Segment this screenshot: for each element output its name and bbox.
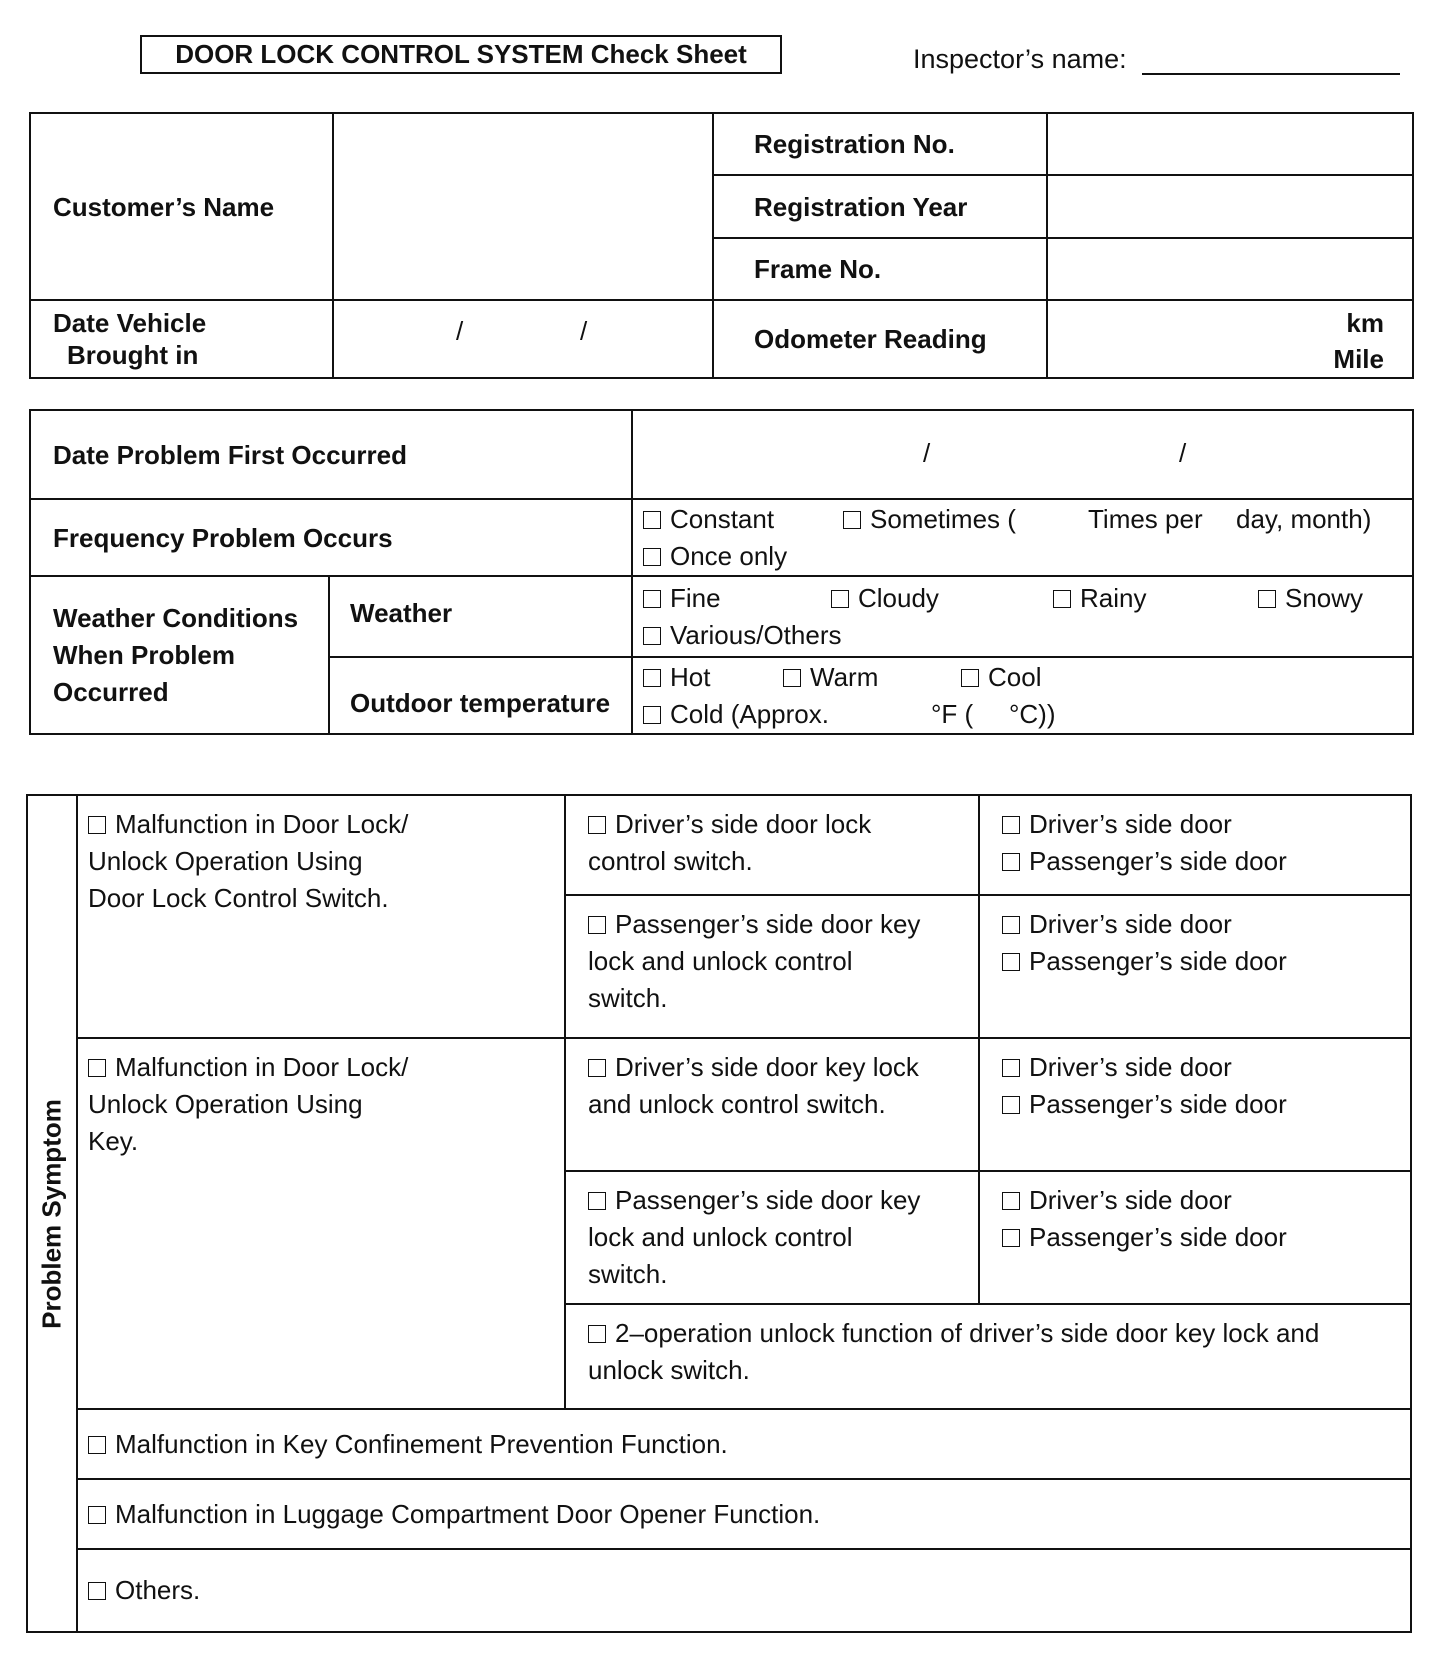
problem-symptom-label: Problem Symptom — [36, 1098, 67, 1329]
switch-malfunction-option[interactable]: Malfunction in Door Lock/ Unlock Operation Using Door Lock Control Switch. — [88, 809, 409, 913]
door-select-cell — [979, 795, 1411, 895]
problem-symptom-table — [26, 794, 1412, 1633]
odometer-label: Odometer Reading — [713, 300, 1047, 378]
checkbox-icon[interactable] — [961, 669, 979, 687]
frequency-day-month: day, month) — [1236, 503, 1372, 534]
driver-key-switch-cell — [565, 1038, 979, 1171]
frequency-times-per: Times per — [1088, 503, 1203, 534]
door-select-cell — [979, 1171, 1411, 1304]
passenger-key-switch-cell — [565, 1171, 979, 1304]
checkbox-icon[interactable] — [1053, 590, 1071, 608]
temperature-hot-option[interactable]: Hot — [643, 659, 710, 696]
passenger-key-switch-option[interactable]: Passenger’s side door key lock and unlock control switch. — [588, 1185, 921, 1289]
weather-conditions-label — [30, 576, 329, 734]
inspector-name-field[interactable] — [1142, 73, 1400, 75]
key-confinement-cell — [77, 1409, 1411, 1479]
checkbox-icon[interactable] — [588, 1059, 606, 1077]
weather-conditions-label-line-2: When Problem — [53, 639, 236, 670]
checkbox-icon[interactable] — [588, 816, 606, 834]
customer-name-label: Customer’s Name — [30, 113, 333, 300]
date-separator: / — [580, 316, 588, 346]
luggage-opener-option[interactable]: Malfunction in Luggage Compartment Door Opener Function. — [88, 1499, 820, 1529]
outdoor-temperature-label: Outdoor temperature — [329, 657, 632, 734]
weather-conditions-label-line-3: Occurred — [53, 676, 169, 707]
frequency-options — [632, 499, 1413, 576]
registration-no-label: Registration No. — [713, 113, 1047, 175]
checkbox-icon[interactable] — [88, 1582, 106, 1600]
driver-door-lock-switch-option[interactable]: Driver’s side door lock control switch. — [588, 809, 872, 876]
temperature-warm-option[interactable]: Warm — [783, 659, 878, 696]
temperature-unit-f: °F ( — [931, 698, 974, 729]
checkbox-icon[interactable] — [588, 1192, 606, 1210]
passenger-key-switch-option[interactable]: Passenger’s side door key lock and unlock control switch. — [588, 909, 921, 1013]
date-brought-in-label-line-1: Date Vehicle — [53, 308, 207, 338]
odometer-field[interactable] — [1047, 300, 1413, 378]
date-first-occurred-field[interactable] — [632, 410, 1413, 499]
others-option[interactable]: Others. — [88, 1575, 200, 1605]
passenger-key-switch-cell — [565, 895, 979, 1038]
checkbox-icon[interactable] — [1002, 1096, 1020, 1114]
weather-options — [632, 576, 1413, 657]
checkbox-icon[interactable] — [643, 627, 661, 645]
passenger-side-door-option[interactable]: Passenger’s side door — [1002, 1219, 1410, 1256]
temperature-unit-c: °C)) — [1009, 698, 1056, 729]
driver-key-switch-option[interactable]: Driver’s side door key lock and unlock control switch. — [588, 1052, 919, 1119]
weather-snowy-option[interactable]: Snowy — [1258, 580, 1363, 617]
two-operation-unlock-option[interactable]: 2–operation unlock function of driver’s side door key lock and unlock switch. — [588, 1318, 1320, 1385]
frame-no-field[interactable] — [1047, 238, 1413, 300]
sheet-title: DOOR LOCK CONTROL SYSTEM Check Sheet — [140, 35, 782, 74]
problem-symptom-label-cell — [27, 795, 77, 1632]
weather-various-others-option[interactable]: Various/Others — [643, 617, 841, 654]
passenger-side-door-option[interactable]: Passenger’s side door — [1002, 1086, 1410, 1123]
date-brought-in-field[interactable] — [333, 300, 713, 378]
checkbox-icon[interactable] — [588, 1325, 606, 1343]
date-separator: / — [923, 438, 931, 468]
checkbox-icon[interactable] — [1002, 1192, 1020, 1210]
temperature-cold-option[interactable]: Cold (Approx. — [643, 696, 829, 733]
date-separator: / — [1179, 438, 1187, 468]
checkbox-icon[interactable] — [1002, 816, 1020, 834]
temperature-cool-option[interactable]: Cool — [961, 659, 1041, 696]
driver-side-door-option[interactable]: Driver’s side door — [1002, 1049, 1410, 1086]
checkbox-icon[interactable] — [88, 1506, 106, 1524]
temperature-options — [632, 657, 1413, 734]
inspector-name-label: Inspector’s name: — [913, 44, 1127, 74]
date-brought-in-label — [30, 300, 333, 378]
vehicle-info-table — [29, 112, 1414, 379]
frame-no-label: Frame No. — [713, 238, 1047, 300]
frequency-once-only-option[interactable]: Once only — [643, 538, 787, 575]
checkbox-icon[interactable] — [1002, 853, 1020, 871]
switch-malfunction-cell — [77, 795, 565, 1038]
door-select-cell — [979, 1038, 1411, 1171]
others-cell — [77, 1549, 1411, 1632]
frequency-label: Frequency Problem Occurs — [30, 499, 632, 576]
driver-side-door-option[interactable]: Driver’s side door — [1002, 806, 1410, 843]
checkbox-icon[interactable] — [643, 706, 661, 724]
date-separator: / — [456, 316, 464, 346]
checkbox-icon[interactable] — [88, 1436, 106, 1454]
weather-cloudy-option[interactable]: Cloudy — [831, 580, 939, 617]
key-confinement-option[interactable]: Malfunction in Key Confinement Prevention Function. — [88, 1429, 728, 1459]
odometer-unit-mile: Mile — [1333, 344, 1384, 374]
registration-year-field[interactable] — [1047, 175, 1413, 238]
checkbox-icon[interactable] — [643, 511, 661, 529]
passenger-side-door-option[interactable]: Passenger’s side door — [1002, 843, 1410, 880]
odometer-unit-km: km — [1346, 308, 1384, 338]
date-brought-in-label-line-2: Brought in — [67, 340, 199, 370]
conditions-table — [29, 409, 1414, 735]
checkbox-icon[interactable] — [1002, 916, 1020, 934]
registration-no-field[interactable] — [1047, 113, 1413, 175]
checkbox-icon[interactable] — [88, 816, 106, 834]
key-malfunction-option[interactable]: Malfunction in Door Lock/ Unlock Operation Using Key. — [88, 1052, 409, 1156]
key-malfunction-cell — [77, 1038, 565, 1409]
frequency-sometimes-option[interactable]: Sometimes ( — [843, 501, 1016, 538]
checkbox-icon[interactable] — [643, 548, 661, 566]
weather-rainy-option[interactable]: Rainy — [1053, 580, 1146, 617]
checkbox-icon[interactable] — [1002, 1059, 1020, 1077]
checkbox-icon[interactable] — [1258, 590, 1276, 608]
customer-name-field[interactable] — [333, 113, 713, 300]
driver-door-lock-switch-cell — [565, 795, 979, 895]
door-select-cell — [979, 895, 1411, 1038]
checkbox-icon[interactable] — [783, 669, 801, 687]
weather-fine-option[interactable]: Fine — [643, 580, 721, 617]
checkbox-icon[interactable] — [843, 511, 861, 529]
two-operation-unlock-cell — [565, 1304, 1411, 1409]
checkbox-icon[interactable] — [643, 590, 661, 608]
checkbox-icon[interactable] — [588, 916, 606, 934]
checkbox-icon[interactable] — [1002, 1229, 1020, 1247]
checkbox-icon[interactable] — [1002, 953, 1020, 971]
registration-year-label: Registration Year — [713, 175, 1047, 238]
checkbox-icon[interactable] — [831, 590, 849, 608]
weather-label: Weather — [329, 576, 632, 657]
frequency-constant-option[interactable]: Constant — [643, 501, 774, 538]
weather-conditions-label-line-1: Weather Conditions — [53, 602, 299, 633]
passenger-side-door-option[interactable]: Passenger’s side door — [1002, 943, 1410, 980]
date-first-occurred-label: Date Problem First Occurred — [30, 410, 632, 499]
driver-side-door-option[interactable]: Driver’s side door — [1002, 1182, 1410, 1219]
driver-side-door-option[interactable]: Driver’s side door — [1002, 906, 1410, 943]
checkbox-icon[interactable] — [643, 669, 661, 687]
luggage-opener-cell — [77, 1479, 1411, 1549]
checkbox-icon[interactable] — [88, 1059, 106, 1077]
